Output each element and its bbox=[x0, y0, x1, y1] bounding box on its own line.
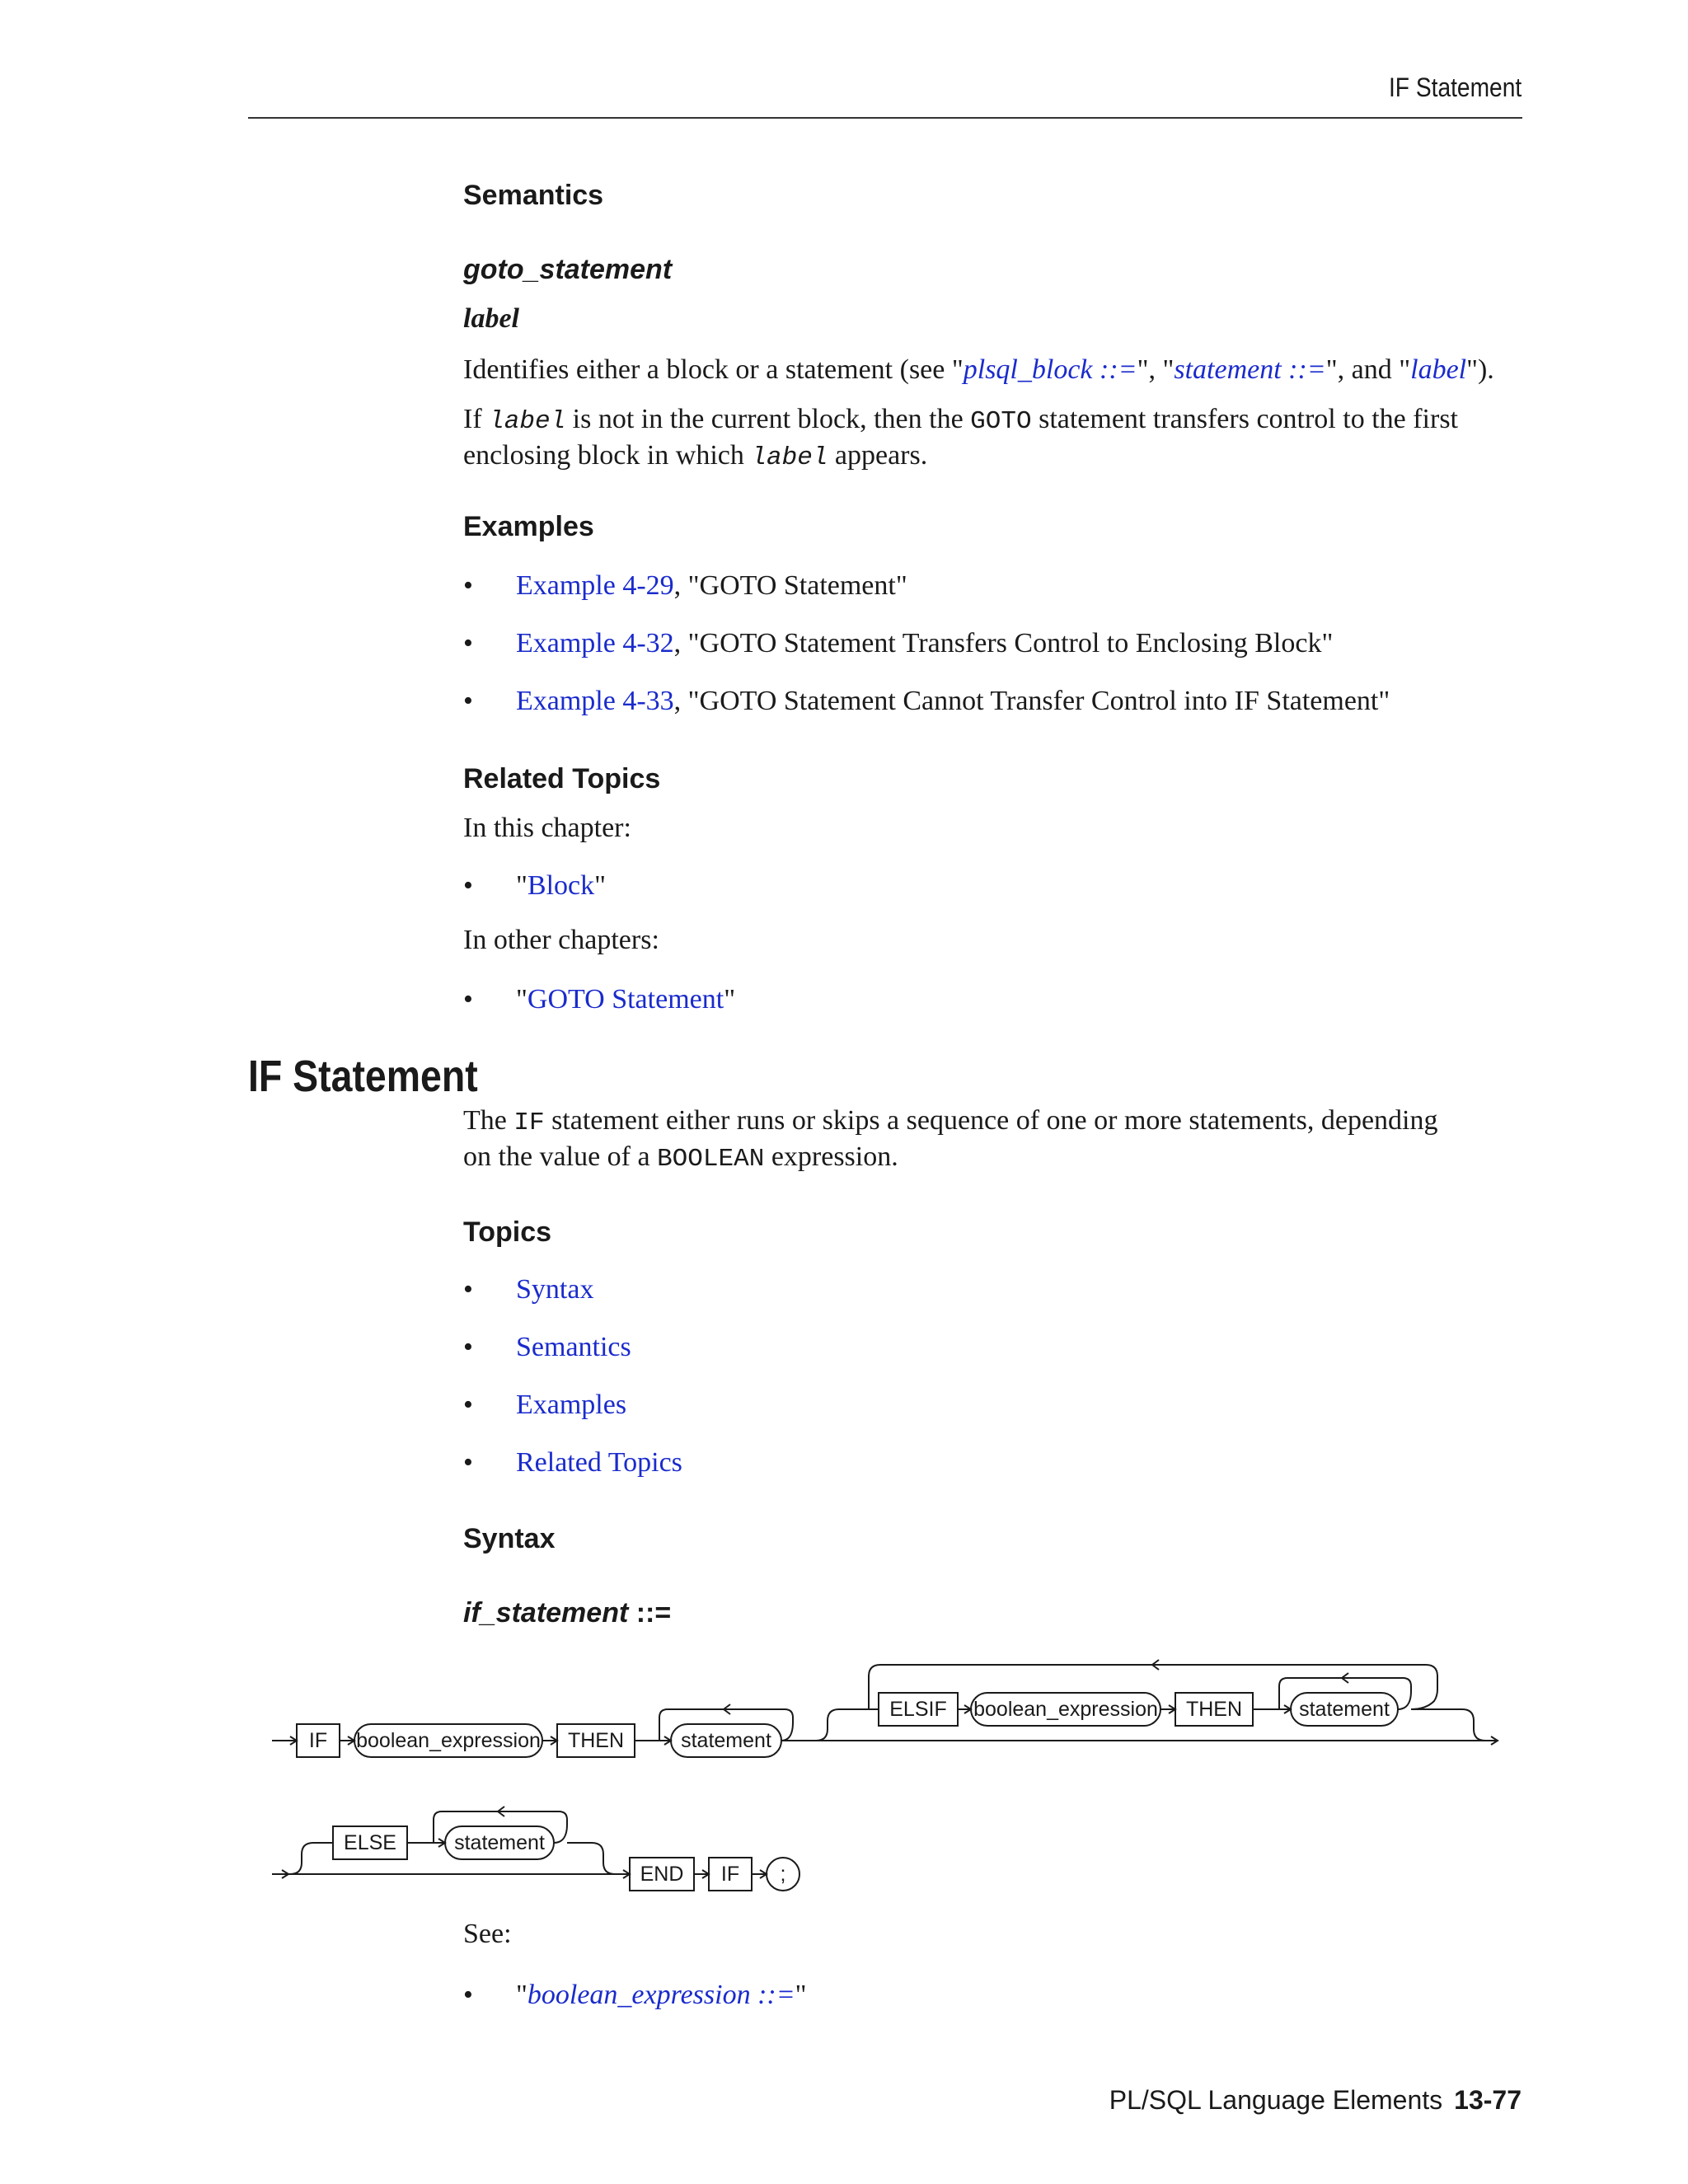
syntax-operator: ::= bbox=[628, 1597, 672, 1629]
elsif-kw-then-label: THEN bbox=[1185, 1698, 1243, 1721]
bullet: • bbox=[463, 1274, 473, 1305]
this-chapter-label: In this chapter: bbox=[463, 813, 631, 843]
running-header-title: IF Statement bbox=[1388, 73, 1522, 102]
example-title: , "GOTO Statement" bbox=[673, 570, 907, 601]
bullet: • bbox=[463, 628, 473, 658]
else-branch-entry bbox=[290, 1843, 333, 1874]
else-statement-label: statement bbox=[454, 1831, 545, 1854]
label-code: label bbox=[751, 443, 828, 472]
boolean-code: BOOLEAN bbox=[657, 1145, 765, 1174]
desc-text: "). bbox=[1466, 354, 1494, 385]
bullet: • bbox=[463, 870, 473, 901]
desc-text: Identifies either a block or a statement (see " bbox=[463, 354, 964, 385]
syntax-heading: Syntax bbox=[463, 1523, 556, 1554]
topic-link-examples[interactable]: Examples bbox=[516, 1390, 627, 1420]
note-text: appears. bbox=[828, 440, 928, 471]
other-chapters-label: In other chapters: bbox=[463, 925, 659, 955]
topic-link-syntax[interactable]: Syntax bbox=[516, 1274, 594, 1305]
kw-elsif-label: ELSIF bbox=[889, 1698, 947, 1721]
related-item: • "Block" bbox=[463, 870, 606, 901]
boolean-expression-link[interactable]: boolean_expression ::= bbox=[527, 1980, 795, 2010]
intro-text: statement either runs or skips a sequence of one or more statements, depending on the value of a bbox=[463, 1105, 1438, 1172]
examples-heading: Examples bbox=[463, 511, 594, 542]
intro-text: expression. bbox=[764, 1141, 898, 1172]
if-code: IF bbox=[513, 1108, 545, 1137]
elsif-branch-exit bbox=[1411, 1709, 1485, 1741]
elsif-statement-label: statement bbox=[1299, 1698, 1390, 1721]
bullet: • bbox=[463, 984, 473, 1015]
bullet: • bbox=[463, 1332, 473, 1362]
topics-heading: Topics bbox=[463, 1216, 552, 1248]
semicolon-label: ; bbox=[780, 1863, 786, 1886]
boolean-expression-label: boolean_expression bbox=[356, 1729, 541, 1752]
semantics-heading: Semantics bbox=[463, 180, 604, 211]
example-link[interactable]: Example 4-33 bbox=[516, 686, 674, 716]
topic-link-related[interactable]: Related Topics bbox=[516, 1447, 682, 1478]
kw-end-if-label: IF bbox=[720, 1863, 740, 1886]
see-label: See: bbox=[463, 1919, 512, 1949]
related-topics-heading: Related Topics bbox=[463, 763, 661, 794]
related-item: • "GOTO Statement" bbox=[463, 984, 736, 1015]
goto-code: GOTO bbox=[970, 407, 1032, 436]
note-text: If bbox=[463, 404, 490, 434]
bullet: • bbox=[463, 570, 473, 601]
example-link[interactable]: Example 4-29 bbox=[516, 570, 674, 601]
see-item: • "boolean_expression ::=" bbox=[463, 1980, 807, 2010]
label-term: label bbox=[463, 303, 519, 334]
topic-link-semantics[interactable]: Semantics bbox=[516, 1332, 631, 1362]
statement-label: statement bbox=[681, 1729, 771, 1752]
kw-else-label: ELSE bbox=[344, 1831, 396, 1854]
example-link[interactable]: Example 4-32 bbox=[516, 628, 674, 658]
footer-book-section: PL/SQL Language Elements bbox=[1109, 2085, 1443, 2115]
bullet: • bbox=[463, 1980, 473, 2010]
page-footer bbox=[1109, 2085, 1522, 2116]
example-title: , "GOTO Statement Cannot Transfer Control into IF Statement" bbox=[673, 686, 1390, 716]
footer-page-number: 13-77 bbox=[1454, 2085, 1522, 2115]
goto-statement-link[interactable]: GOTO Statement bbox=[527, 984, 724, 1015]
kw-end-label: END bbox=[640, 1863, 684, 1886]
kw-then-label: THEN bbox=[567, 1729, 625, 1752]
note-text: statement transfers control to the first enclosing block in which bbox=[463, 404, 1458, 471]
if-statement-clause: if_statement bbox=[463, 1597, 629, 1629]
if-statement-title: IF Statement bbox=[248, 1052, 478, 1101]
desc-text: ", " bbox=[1137, 354, 1175, 385]
elsif-boolean-expression-label: boolean_expression bbox=[973, 1698, 1158, 1721]
kw-if-label: IF bbox=[308, 1729, 328, 1752]
bullet: • bbox=[463, 686, 473, 716]
block-link[interactable]: Block bbox=[527, 870, 595, 901]
bullet: • bbox=[463, 1447, 473, 1478]
else-branch-exit bbox=[567, 1843, 615, 1874]
goto-statement-clause: goto_statement bbox=[463, 254, 673, 285]
statement-link[interactable]: statement ::= bbox=[1174, 354, 1326, 385]
example-title: , "GOTO Statement Transfers Control to Enclosing Block" bbox=[673, 628, 1334, 658]
desc-text: ", and " bbox=[1325, 354, 1411, 385]
label-code: label bbox=[489, 407, 566, 436]
label-link[interactable]: label bbox=[1410, 354, 1467, 385]
intro-text: The bbox=[463, 1105, 514, 1136]
plsql-block-link[interactable]: plsql_block ::= bbox=[963, 354, 1137, 385]
bullet: • bbox=[463, 1390, 473, 1420]
note-text: is not in the current block, then the bbox=[565, 404, 971, 434]
elsif-branch-entry bbox=[816, 1709, 879, 1741]
